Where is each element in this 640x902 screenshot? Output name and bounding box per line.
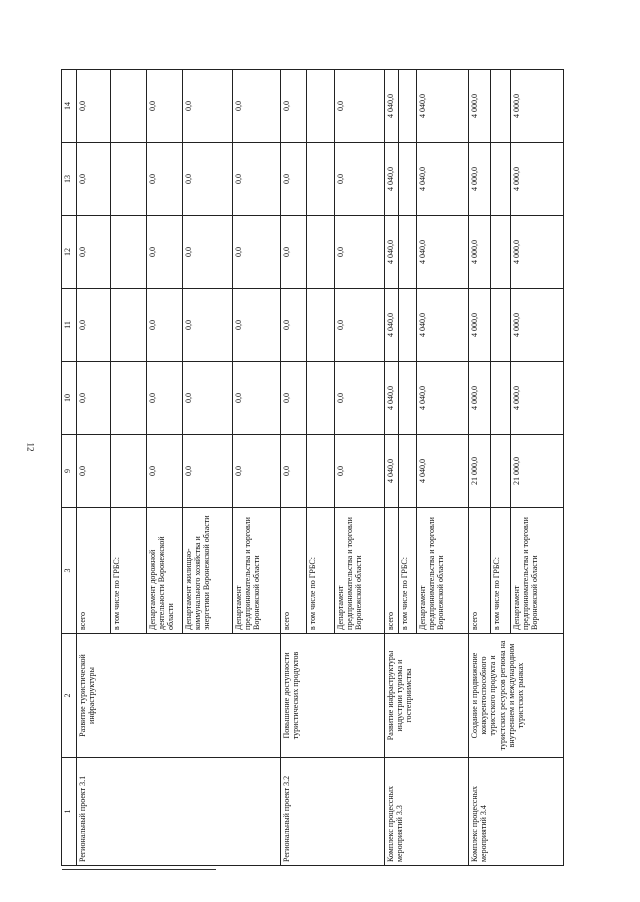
value-cell: 0,0: [147, 143, 183, 216]
value-cell: [399, 70, 417, 143]
value-cell: 0,0: [77, 362, 111, 435]
value-cell: 0,0: [147, 289, 183, 362]
value-cell: [307, 216, 335, 289]
table-body: [77, 70, 564, 866]
budget-table-rotated: [61, 70, 550, 866]
funding-source-cell: в том числе по ГРБС:: [399, 508, 417, 634]
value-cell: [491, 70, 511, 143]
value-cell: [491, 289, 511, 362]
value-cell: 0,0: [335, 70, 385, 143]
funding-source-cell: Департамент предпринимательства и торговли Воронежской области: [233, 508, 281, 634]
value-cell: 0,0: [233, 70, 281, 143]
value-cell: 0,0: [233, 435, 281, 508]
program-cell: Комплекс процессных мероприятий 3.3: [385, 758, 469, 866]
value-cell: 4 000,0: [469, 289, 491, 362]
value-cell: 4 000,0: [511, 289, 564, 362]
value-cell: [491, 216, 511, 289]
col-header: 3: [62, 508, 77, 634]
description-cell: Создание и продвижение конкурентоспособного туристского продукта и туристских ресурсов региона на внутреннем и международном туристских рынках: [469, 634, 564, 758]
value-cell: 0,0: [77, 70, 111, 143]
value-cell: 4 000,0: [469, 143, 491, 216]
value-cell: 4 040,0: [417, 143, 469, 216]
value-cell: [307, 289, 335, 362]
value-cell: 4 000,0: [469, 362, 491, 435]
value-cell: 0,0: [233, 362, 281, 435]
funding-source-cell: всего: [385, 508, 399, 634]
value-cell: 0,0: [281, 70, 307, 143]
col-header: 12: [62, 216, 77, 289]
value-cell: 0,0: [147, 70, 183, 143]
program-cell: Региональный проект 3.2: [281, 758, 385, 866]
value-cell: [111, 70, 147, 143]
budget-table: [61, 69, 564, 866]
value-cell: 4 040,0: [385, 362, 399, 435]
value-cell: 4 040,0: [385, 70, 399, 143]
value-cell: [307, 435, 335, 508]
col-header: 14: [62, 70, 77, 143]
value-cell: 0,0: [147, 362, 183, 435]
value-cell: 0,0: [233, 289, 281, 362]
value-cell: [111, 143, 147, 216]
value-cell: 4 000,0: [511, 362, 564, 435]
value-cell: 0,0: [183, 289, 233, 362]
value-cell: [111, 216, 147, 289]
value-cell: 4 000,0: [469, 216, 491, 289]
program-cell: Региональный проект 3.1: [77, 758, 281, 866]
value-cell: [491, 435, 511, 508]
value-cell: 0,0: [77, 216, 111, 289]
value-cell: 0,0: [335, 435, 385, 508]
value-cell: 4 040,0: [385, 216, 399, 289]
value-cell: 0,0: [183, 216, 233, 289]
funding-source-cell: Департамент жилищно-коммунального хозяйства и энергетики Воронежской области: [183, 508, 233, 634]
value-cell: [307, 362, 335, 435]
value-cell: 0,0: [335, 289, 385, 362]
value-cell: 0,0: [281, 289, 307, 362]
value-cell: [399, 435, 417, 508]
program-cell: Комплекс процессных мероприятий 3.4: [469, 758, 564, 866]
col-header: 1: [62, 758, 77, 866]
col-header: 9: [62, 435, 77, 508]
table-row: [469, 70, 491, 866]
funding-source-cell: Департамент предпринимательства и торговли Воронежской области: [417, 508, 469, 634]
funding-source-cell: всего: [281, 508, 307, 634]
value-cell: 0,0: [281, 362, 307, 435]
value-cell: 0,0: [77, 143, 111, 216]
funding-source-cell: в том числе по ГРБС:: [307, 508, 335, 634]
value-cell: 0,0: [147, 216, 183, 289]
value-cell: [399, 216, 417, 289]
value-cell: 0,0: [281, 435, 307, 508]
value-cell: 4 000,0: [469, 70, 491, 143]
value-cell: 4 040,0: [417, 362, 469, 435]
value-cell: 0,0: [233, 216, 281, 289]
value-cell: 4 040,0: [417, 216, 469, 289]
value-cell: 0,0: [183, 435, 233, 508]
value-cell: 21 000,0: [469, 435, 491, 508]
funding-source-cell: Департамент дорожной деятельности Воронежской области: [147, 508, 183, 634]
table-row: [385, 70, 399, 866]
value-cell: 0,0: [281, 216, 307, 289]
table-row: [77, 70, 111, 866]
funding-source-cell: Департамент предпринимательства и торговли Воронежской области: [335, 508, 385, 634]
value-cell: 0,0: [335, 143, 385, 216]
description-cell: Развитие туристической инфраструктуры: [77, 634, 281, 758]
col-header: 13: [62, 143, 77, 216]
value-cell: 4 040,0: [385, 289, 399, 362]
value-cell: 0,0: [183, 143, 233, 216]
value-cell: 0,0: [77, 435, 111, 508]
value-cell: 4 040,0: [417, 435, 469, 508]
value-cell: 0,0: [183, 70, 233, 143]
value-cell: 0,0: [233, 143, 281, 216]
value-cell: 4 040,0: [417, 70, 469, 143]
value-cell: 4 040,0: [385, 435, 399, 508]
value-cell: [307, 143, 335, 216]
value-cell: 4 000,0: [511, 70, 564, 143]
value-cell: 4 000,0: [511, 143, 564, 216]
table-row: [281, 70, 307, 866]
funding-source-cell: в том числе по ГРБС:: [491, 508, 511, 634]
value-cell: 4 000,0: [511, 216, 564, 289]
col-header: 10: [62, 362, 77, 435]
value-cell: 0,0: [335, 362, 385, 435]
value-cell: 21 000,0: [511, 435, 564, 508]
value-cell: 4 040,0: [417, 289, 469, 362]
funding-source-cell: всего: [469, 508, 491, 634]
funding-source-cell: Департамент предпринимательства и торговли Воронежской области: [511, 508, 564, 634]
funding-source-cell: всего: [77, 508, 111, 634]
value-cell: [111, 289, 147, 362]
value-cell: [399, 143, 417, 216]
value-cell: [111, 362, 147, 435]
page-number: 12: [25, 442, 36, 452]
value-cell: [307, 70, 335, 143]
value-cell: [399, 362, 417, 435]
value-cell: 0,0: [335, 216, 385, 289]
value-cell: [399, 289, 417, 362]
value-cell: 0,0: [281, 143, 307, 216]
value-cell: 0,0: [77, 289, 111, 362]
description-cell: Повышение доступности туристических продуктов: [281, 634, 385, 758]
funding-source-cell: в том числе по ГРБС:: [111, 508, 147, 634]
value-cell: 4 040,0: [385, 143, 399, 216]
col-header: 2: [62, 634, 77, 758]
description-cell: Развитие инфраструктуры индустрии туризма и гостеприимства: [385, 634, 469, 758]
value-cell: [491, 143, 511, 216]
value-cell: 0,0: [147, 435, 183, 508]
header-row: [62, 70, 77, 866]
col-header: 11: [62, 289, 77, 362]
value-cell: [491, 362, 511, 435]
value-cell: 0,0: [183, 362, 233, 435]
value-cell: [111, 435, 147, 508]
footnote-rule: [62, 869, 216, 870]
